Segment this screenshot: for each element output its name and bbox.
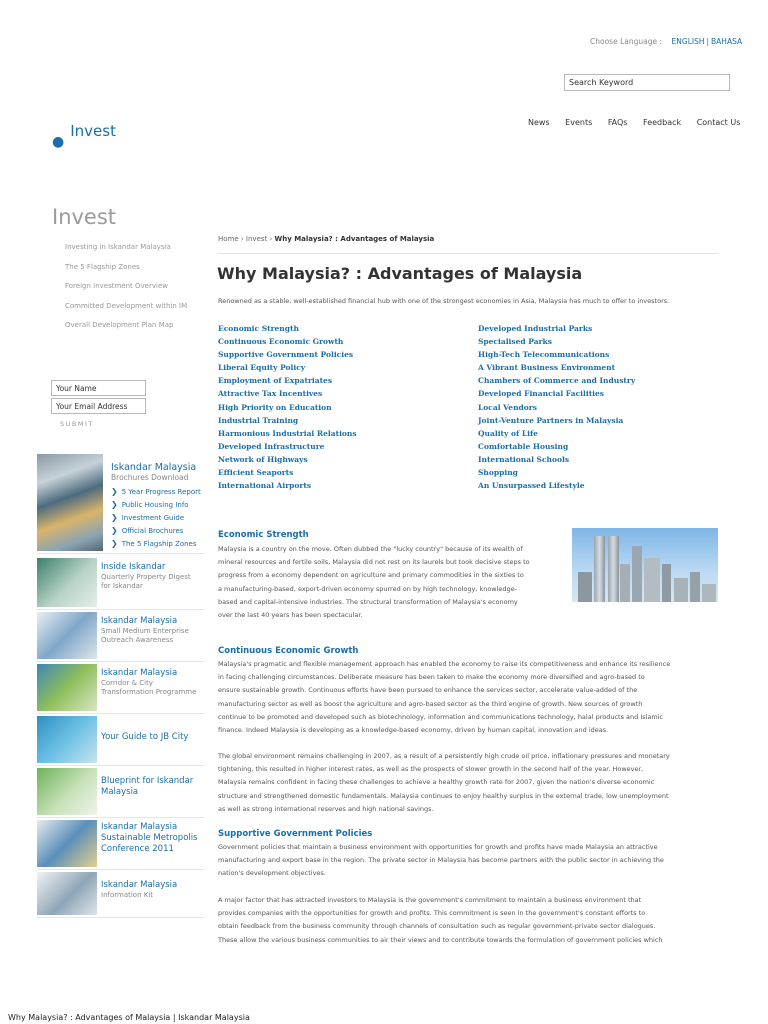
banner-title: Iskandar Malaysia Sustainable Metropolis Conference 2011 [101,822,198,854]
kuala-lumpur-skyline-image [572,528,718,602]
banner-image [37,768,97,815]
arrow-right-icon: ❯ [111,539,118,548]
brochures-image [37,454,103,551]
topic-link[interactable]: Shopping [478,468,518,478]
sidebar-item-foreign-investment[interactable]: Foreign Investment Overview [65,282,168,290]
banner-inside-iskandar[interactable] [37,556,204,610]
banner-title: Iskandar Malaysia [111,462,197,473]
intro-text: Renowned as a stable, well-established financial hub with one of the strongest economies in Asia, Malaysia has much to offer to investors. [218,297,670,305]
arrow-right-icon: ❯ [111,500,118,509]
topic-link[interactable]: Employment of Expatriates [218,376,333,386]
topic-link[interactable]: Continuous Economic Growth [218,337,344,347]
section-paragraph: Malaysia is a country on the move. Often dubbed the "lucky country" because of its wealth of mineral resources and fertile soils, Malaysia did not rest on its laurels but took decisive steps to progress from a economy dependent on agriculture and primary commodities in the sixties to a manufacturing-based, export-driven economy spurred on by high technology, knowledge- based and capital-intensive industries. The structural transformation of Malaysia's economy over the last 40 years has been spectacular. [218,545,530,620]
banner-brochures[interactable] [37,452,204,554]
submit-button[interactable]: SUBMIT [60,420,94,428]
banner-subtitle: Information Kit [101,891,154,899]
section-paragraph: Malaysia's pragmatic and flexible management approach has enabled the economy to raise its competitiveness and enhance its resilience in facing challenging circumstances. Deliberate measure has been taken to make the economy more diversified and agro-based to ensure sustainable growth. Continuous efforts have been pursued to enhance the services sector, accelerate value-added of the manufacturing sector as well as boost the agriculture and agro-based sector as the third engine of growth. New sources of growth continue to be promoted and developed such as biotechnology, information and communications technology, halal products and Islamic finance. Indeed Malaysia is developing as a knowledge-based economy, driven by human capital, innovation and ideas. [218,660,671,735]
topic-link[interactable]: Chambers of Commerce and Industry [478,376,636,386]
sidebar-title: Invest [52,205,117,229]
name-field[interactable] [51,380,146,396]
topic-link[interactable]: International Schools [478,454,570,464]
breadcrumb-current: Why Malaysia? : Advantages of Malaysia [274,235,435,243]
banner-blueprint[interactable] [37,766,204,818]
banner-subtitle: Corridor & City Transformation Programme [101,679,197,696]
topic-link[interactable]: Liberal Equity Policy [218,363,306,373]
email-field[interactable] [51,398,146,414]
section-paragraph: A major factor that has attracted investors to Malaysia is the government's commitment to maintain a business environment that provides companies with the opportunities for growth and profits. This commitment is seen in the government's constant efforts to obtain feedback from the business community through channels of consultation such as regular government-private sector dialogues. These allow the various business communities to air their views and to contribute towards the formulation of government policies which [218,896,663,944]
topic-link[interactable]: Comfortable Housing [478,441,569,451]
topic-link[interactable]: Harmonious Industrial Relations [218,428,357,438]
nav-contact-us[interactable]: Contact Us [696,118,741,127]
banner-image [37,664,97,711]
logo-text: Invest [70,122,116,140]
banner-image [37,872,97,915]
banner-image [37,558,97,607]
banner-subtitle: Small Medium Enterprise Outreach Awareness [101,627,189,644]
language-bahasa-link[interactable]: BAHASA [711,37,743,46]
banner-sme-outreach[interactable] [37,610,204,662]
search-input[interactable] [564,74,730,91]
topic-link[interactable]: An Unsurpassed Lifestyle [478,481,585,491]
banner-title: Blueprint for Iskandar Malaysia [101,776,194,797]
topic-link[interactable]: Network of Highways [218,454,308,464]
topic-link[interactable]: Specialised Parks [478,337,552,347]
topic-link[interactable]: Local Vendors [478,402,537,412]
topic-link[interactable]: Supportive Government Policies [218,350,354,360]
top-nav [528,118,740,127]
topic-link[interactable]: Quality of Life [478,428,538,438]
banner-conference-2011[interactable] [37,818,204,870]
breadcrumb-invest[interactable]: Invest [245,235,268,243]
topic-link[interactable]: Economic Strength [218,324,299,333]
banner-guide-jb-city[interactable] [37,714,204,766]
nav-events[interactable]: Events [565,118,593,127]
logo[interactable] [52,122,116,150]
brochure-link[interactable]: ❯ 5 Year Progress Report [111,487,201,496]
banner-subtitle: Brochures Download [111,473,189,482]
sidebar-item-committed-development[interactable]: Committed Development within IM [65,301,188,310]
banner-image [37,820,97,867]
sidebar-menu [65,243,187,341]
banner-information-kit[interactable] [37,870,204,918]
section-heading-economic-strength: Economic Strength [218,530,309,540]
banner-title: Your Guide to JB City [101,732,189,742]
brochure-link[interactable]: ❯ Investment Guide [111,513,185,522]
nav-news[interactable]: News [528,118,550,127]
banner-title: Inside Iskandar [101,562,166,572]
arrow-right-icon: ❯ [111,526,118,535]
banner-subtitle: Quarterly Property Digest for Iskandar [101,573,191,590]
topic-link[interactable]: Attractive Tax Incentives [218,389,323,399]
topic-links-left [218,324,357,494]
section-heading-government-policies: Supportive Government Policies [218,829,373,839]
language-selector: Choose Language : ENGLISH | BAHASA [590,37,743,46]
topic-link[interactable]: Industrial Training [218,415,299,425]
brochure-link[interactable]: ❯ Public Housing Info [111,500,189,509]
language-english-link[interactable]: ENGLISH [671,37,705,46]
language-label: Choose Language : [590,37,662,46]
sidebar-item-flagship-zones[interactable]: The 5 Flagship Zones [65,262,140,271]
brochure-link[interactable]: ❯ Official Brochures [111,526,184,535]
divider [218,253,718,254]
topic-link[interactable]: High-Tech Telecommunications [478,350,610,360]
section-paragraph: Government policies that maintain a business environment with opportunities for growth and profits have made Malaysia an attractive manufacturing and export base in the region. The private sector in Malaysia has become partners with the public sector in achieving the nation's development objectives. [218,843,664,878]
topic-link[interactable]: A Vibrant Business Environment [478,363,616,373]
breadcrumb-home[interactable]: Home [218,235,239,243]
banner-image [37,612,97,659]
banner-title: Iskandar Malaysia [101,616,178,626]
banner-title: Iskandar Malaysia [101,668,178,678]
sidebar-item-investing[interactable]: Investing in Iskandar Malaysia [65,243,171,251]
topic-link[interactable]: Developed Industrial Parks [478,324,593,333]
section-heading-continuous-growth: Continuous Economic Growth [218,646,359,656]
topic-link[interactable]: International Airports [218,481,312,491]
topic-link[interactable]: Joint-Venture Partners in Malaysia [478,415,624,425]
page-title: Why Malaysia? : Advantages of Malaysia [217,264,583,283]
brochure-link[interactable]: ❯ The 5 Flagship Zones [111,539,197,548]
banner-corridor-city[interactable] [37,662,204,714]
nav-faqs[interactable]: FAQs [607,118,628,127]
sidebar-item-development-plan-map[interactable]: Overall Development Plan Map [65,321,174,329]
breadcrumb: Home › Invest › Why Malaysia? : Advantages of Malaysia [218,235,435,243]
topic-link[interactable]: Developed Infrastructure [218,441,325,451]
arrow-right-icon: ❯ [111,487,118,496]
logo-dot-icon: ● [52,134,65,150]
topic-link[interactable]: High Priority on Education [218,402,332,412]
nav-feedback[interactable]: Feedback [643,118,682,127]
arrow-right-icon: ❯ [111,513,118,522]
section-paragraph: The global environment remains challenging in 2007, as a result of a persistently high crude oil price, inflationary pressures and monetary tightening, this resulted in higher interest rates, as well as the prospects of slower growth in the second half of the year. However, Malaysia remains confident in facing these challenges to achieve a healthy growth rate for 2007, given the nation's diverse economic structure and strengthened domestic fundamentals. Malaysia continues to enjoy healthy surplus in the external trade, low unemployment as well as strong international reserves and high national savings. [218,752,670,813]
banner-title: Iskandar Malaysia [101,880,178,890]
banner-image [37,716,97,763]
topic-link[interactable]: Developed Financial Facilities [478,389,604,399]
newsletter-form [51,380,146,428]
page-footer-title: Why Malaysia? : Advantages of Malaysia | Iskandar Malaysia [8,1013,250,1022]
topic-link[interactable]: Efficient Seaports [218,468,294,478]
topic-links-right [478,324,635,494]
